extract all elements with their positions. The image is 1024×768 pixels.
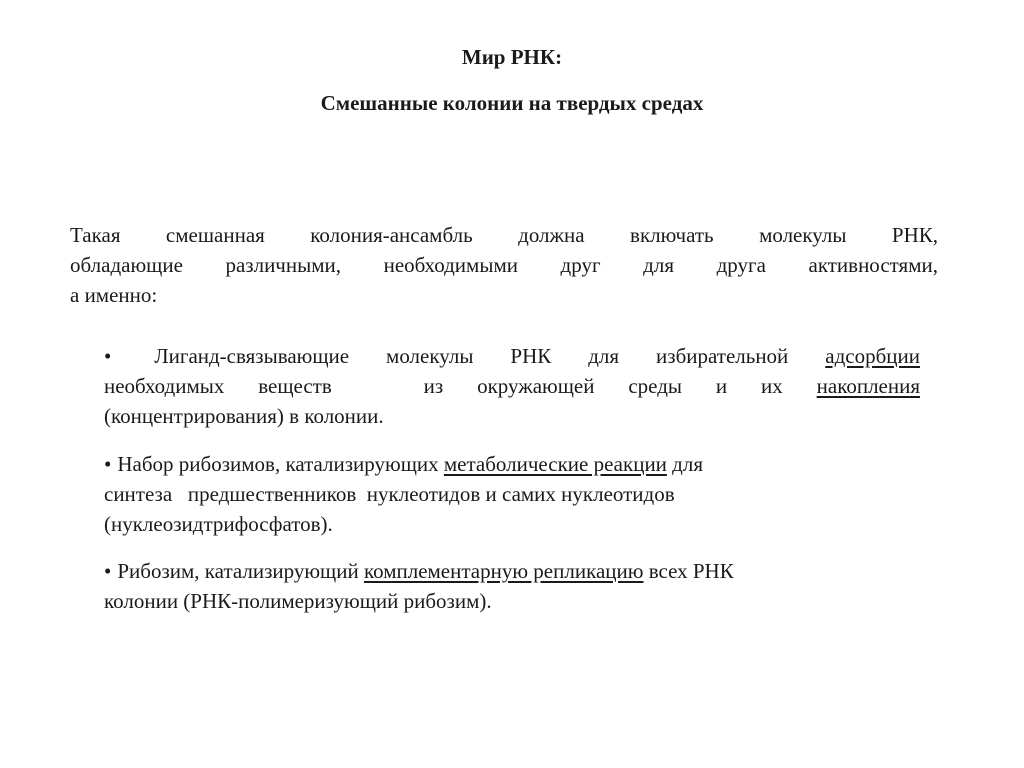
term-adsorption: адсорбции bbox=[825, 344, 921, 368]
bullet-3-line-2: колонии (РНК-полимеризующий рибозим). bbox=[104, 589, 492, 613]
slide-title: Мир РНК: bbox=[461, 45, 563, 69]
bullet-1-text: Лиганд-связывающие молекулы РНК для избирательной bbox=[154, 344, 789, 368]
bullet-3-line-1 bbox=[104, 556, 920, 586]
bullet-3-text: всех РНК bbox=[648, 559, 734, 583]
intro-line-2: обладающие различными, необходимыми друг для друга активностями, bbox=[70, 253, 938, 277]
intro-paragraph bbox=[70, 220, 938, 310]
intro-line-1: Такая смешанная колония-ансамбль должна включать молекулы РНК, bbox=[70, 223, 938, 247]
bullet-2-line-3: (нуклеозидтрифосфатов). bbox=[104, 512, 333, 536]
term-metabolic-reactions: метаболические реакции bbox=[443, 452, 667, 476]
bullet-2-text: для bbox=[672, 452, 703, 476]
bullet-1-text: из окружающей среды и их bbox=[423, 374, 783, 398]
bullet-ribozyme-set bbox=[104, 449, 920, 539]
intro-line-3: а именно: bbox=[70, 283, 158, 307]
bullet-1-line-2 bbox=[104, 371, 920, 401]
bullet-2-text: Набор рибозимов, катализирующих bbox=[117, 452, 439, 476]
bullet-3-text: Рибозим, катализирующий bbox=[117, 559, 359, 583]
bullet-replicase-ribozyme bbox=[104, 556, 920, 616]
bullet-dot-icon: • bbox=[104, 559, 112, 583]
bullet-ligand-binding bbox=[104, 341, 920, 431]
term-complementary-replication: комплементарную репликацию bbox=[363, 559, 644, 583]
bullet-1-text: необходимых веществ bbox=[104, 374, 332, 398]
bullet-dot-icon: • bbox=[104, 344, 112, 368]
slide-subtitle: Смешанные колонии на твердых средах bbox=[320, 91, 704, 115]
bullet-1-line-3: (концентрирования) в колонии. bbox=[104, 404, 384, 428]
bullet-2-line-1 bbox=[104, 449, 920, 479]
bullet-dot-icon: • bbox=[104, 452, 112, 476]
bullet-2-line-2: синтеза предшественников нуклеотидов и самих нуклеотидов bbox=[104, 482, 675, 506]
term-accumulation: накопления bbox=[816, 374, 921, 398]
bullet-1-line-1 bbox=[104, 341, 920, 371]
